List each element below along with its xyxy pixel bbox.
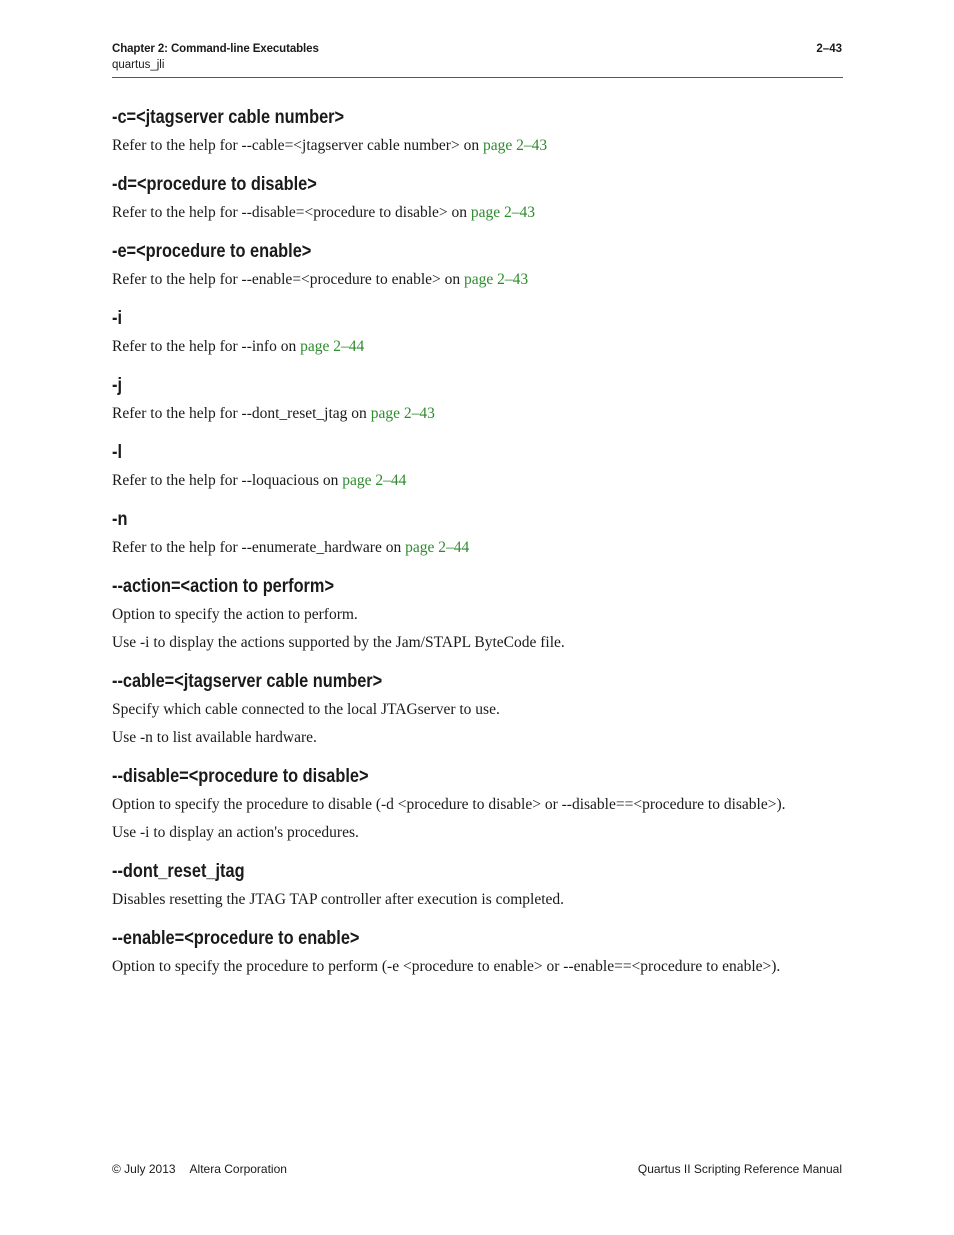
header-rule xyxy=(112,77,843,78)
paragraph: Option to specify the procedure to perform (-e <procedure to enable> or --enable==<procedure to enable>). xyxy=(112,958,781,975)
section-title: -n xyxy=(112,509,128,530)
section-d-option xyxy=(112,170,802,223)
section-disable-option xyxy=(112,762,802,843)
section-cable-option xyxy=(112,667,802,748)
footer-date: © July 2013 xyxy=(112,1162,176,1176)
page-link[interactable]: page 2–43 xyxy=(482,137,548,154)
section-e-option xyxy=(112,237,802,290)
section-subtitle: quartus_jli xyxy=(112,59,165,71)
page-number: 2–43 xyxy=(816,43,842,55)
paragraph xyxy=(112,471,802,491)
paragraph xyxy=(112,136,802,156)
paragraph xyxy=(112,404,802,424)
paragraph xyxy=(112,538,802,558)
section-dont-reset-jtag-option xyxy=(112,857,802,910)
paragraph xyxy=(112,337,802,357)
paragraph-text: Refer to the help for --info on xyxy=(112,338,301,355)
footer-manual-title: Quartus II Scripting Reference Manual xyxy=(637,1162,842,1176)
section-title: -i xyxy=(112,308,122,329)
chapter-title: Chapter 2: Command-line Executables xyxy=(112,43,319,55)
section-title: --cable=<jtagserver cable number> xyxy=(112,671,383,692)
section-c-option xyxy=(112,103,802,156)
paragraph: Disables resetting the JTAG TAP controller after execution is completed. xyxy=(112,891,565,908)
section-title: --disable=<procedure to disable> xyxy=(112,766,369,787)
section-j-option xyxy=(112,371,802,424)
main-content xyxy=(112,103,802,977)
footer-left xyxy=(112,1162,287,1176)
page-link[interactable]: page 2–44 xyxy=(405,539,470,556)
paragraph-text: Refer to the help for --enumerate_hardware on xyxy=(112,539,406,556)
section-title: --enable=<procedure to enable> xyxy=(112,928,360,949)
page-link[interactable]: page 2–43 xyxy=(464,271,529,288)
paragraph: Option to specify the action to perform. xyxy=(112,606,358,623)
section-action-option xyxy=(112,572,802,653)
section-title: -j xyxy=(112,375,122,396)
section-title: --action=<action to perform> xyxy=(112,576,334,597)
page-link[interactable]: page 2–44 xyxy=(342,472,407,489)
section-title: -c=<jtagserver cable number> xyxy=(112,107,345,128)
paragraph xyxy=(112,203,802,223)
footer-company: Altera Corporation xyxy=(189,1162,287,1176)
section-title: --dont_reset_jtag xyxy=(112,861,245,882)
section-enable-option xyxy=(112,924,802,977)
section-n-option xyxy=(112,505,802,558)
paragraph: Use -i to display the actions supported by the Jam/STAPL ByteCode file. xyxy=(112,634,565,651)
page-link[interactable]: page 2–43 xyxy=(370,405,435,422)
paragraph: Use -n to list available hardware. xyxy=(112,729,317,746)
section-l-option xyxy=(112,438,802,491)
paragraph-text: Refer to the help for --disable=<procedure to disable> on xyxy=(112,204,471,221)
paragraph-text: Refer to the help for --cable=<jtagserver cable number> on xyxy=(112,137,483,154)
paragraph: Use -i to display an action's procedures. xyxy=(112,824,359,841)
paragraph-text: Refer to the help for --dont_reset_jtag on xyxy=(112,405,371,422)
section-title: -d=<procedure to disable> xyxy=(112,174,317,195)
paragraph-text: Refer to the help for --loquacious on xyxy=(112,472,343,489)
page-link[interactable]: page 2–43 xyxy=(470,204,536,221)
page-link[interactable]: page 2–44 xyxy=(300,338,365,355)
section-i-option xyxy=(112,304,802,357)
paragraph-text: Refer to the help for --enable=<procedure to enable> on xyxy=(112,271,465,288)
paragraph: Specify which cable connected to the local JTAGserver to use. xyxy=(112,701,500,718)
section-title: -l xyxy=(112,442,122,463)
paragraph: Option to specify the procedure to disable (-d <procedure to disable> or --disable==<procedure to disable>). xyxy=(112,796,786,813)
paragraph xyxy=(112,270,802,290)
section-title: -e=<procedure to enable> xyxy=(112,241,312,262)
